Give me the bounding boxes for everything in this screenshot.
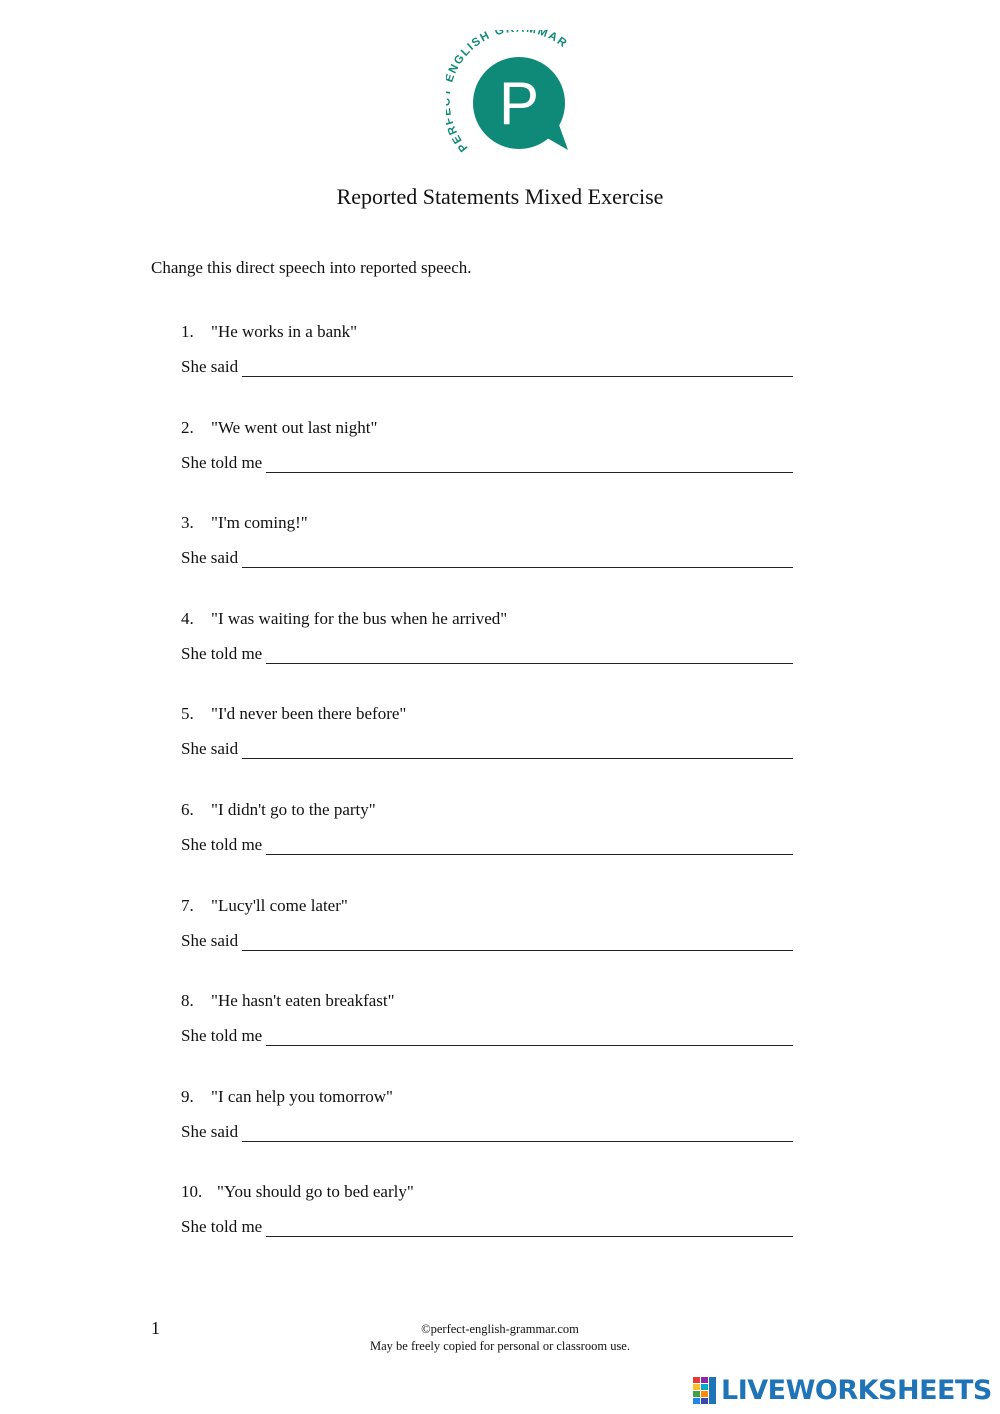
question-item [181, 799, 801, 895]
page-title: Reported Statements Mixed Exercise [336, 184, 664, 209]
question-number: 4. [181, 608, 194, 628]
question-prompt: "I can help you tomorrow" [211, 1086, 393, 1106]
answer-lead: She said [181, 739, 239, 759]
question-item [181, 703, 801, 799]
question-item [181, 895, 801, 991]
question-number: 5. [181, 704, 194, 724]
answer-blank[interactable] [266, 1027, 793, 1046]
answer-blank[interactable] [242, 932, 793, 951]
footer-note: May be freely copied for personal or classroom use. [370, 1339, 630, 1353]
perfect-english-grammar-logo [446, 30, 576, 155]
answer-lead: She told me [181, 1026, 263, 1046]
answer-lead: She told me [181, 452, 263, 472]
answer-row [181, 735, 793, 759]
answer-row [181, 640, 793, 664]
question-prompt: "We went out last night" [211, 417, 378, 437]
question-number: 6. [181, 799, 194, 819]
answer-blank[interactable] [242, 358, 793, 377]
liveworksheets-text: LIVEWORKSHEETS [721, 1374, 992, 1406]
answer-lead: She told me [181, 643, 263, 663]
question-number: 8. [181, 991, 194, 1011]
question-item [181, 608, 801, 704]
question-prompt: "He works in a bank" [211, 322, 358, 341]
logo-brand-text: PER NGLISH G MAR [446, 30, 570, 154]
answer-row [181, 831, 793, 855]
liveworksheets-logo-icon [692, 1375, 718, 1405]
logo-letter: P [498, 70, 540, 137]
answer-lead: She said [181, 930, 239, 950]
answer-blank[interactable] [266, 645, 793, 664]
question-number: 9. [181, 1086, 194, 1106]
answer-lead: She said [181, 1121, 239, 1141]
answer-row [181, 927, 793, 951]
question-prompt: "I didn't go to the party" [211, 799, 376, 819]
answer-lead: She said [181, 548, 239, 568]
question-item [181, 1181, 801, 1277]
page-number: 1 [151, 1318, 160, 1338]
answer-blank[interactable] [266, 836, 793, 855]
question-item [181, 990, 801, 1086]
question-number: 2. [181, 417, 194, 437]
question-prompt: "He hasn't eaten breakfast" [211, 991, 395, 1011]
question-list [181, 321, 801, 1277]
question-number: 10. [181, 1182, 203, 1202]
footer-copyright: ©perfect-english-grammar.com [421, 1322, 579, 1336]
question-number: 3. [181, 513, 194, 533]
question-number: 1. [181, 322, 194, 341]
answer-blank[interactable] [242, 740, 793, 759]
question-prompt: "You should go to bed early" [217, 1182, 414, 1202]
answer-row [181, 1022, 793, 1046]
answer-row [181, 1213, 793, 1237]
answer-lead: She said [181, 357, 239, 376]
question-item [181, 1086, 801, 1182]
answer-blank[interactable] [266, 1218, 793, 1237]
answer-row [181, 544, 793, 568]
question-prompt: "I'm coming!" [211, 513, 308, 533]
instructions: Change this direct speech into reported speech. [151, 258, 472, 277]
answer-lead: She told me [181, 834, 263, 854]
liveworksheets-watermark [692, 1372, 992, 1408]
answer-blank[interactable] [242, 549, 793, 568]
answer-row [181, 353, 793, 377]
question-prompt: "I'd never been there before" [211, 704, 407, 724]
answer-row [181, 449, 793, 473]
question-number: 7. [181, 895, 194, 915]
answer-lead: She told me [181, 1217, 263, 1237]
answer-row [181, 1118, 793, 1142]
logo-icon [446, 30, 576, 155]
question-item [181, 512, 801, 608]
question-item [181, 417, 801, 513]
question-prompt: "Lucy'll come later" [211, 895, 348, 915]
question-prompt: "I was waiting for the bus when he arrived" [211, 608, 508, 628]
answer-blank[interactable] [242, 1123, 793, 1142]
question-item [181, 321, 801, 417]
answer-blank[interactable] [266, 454, 793, 473]
